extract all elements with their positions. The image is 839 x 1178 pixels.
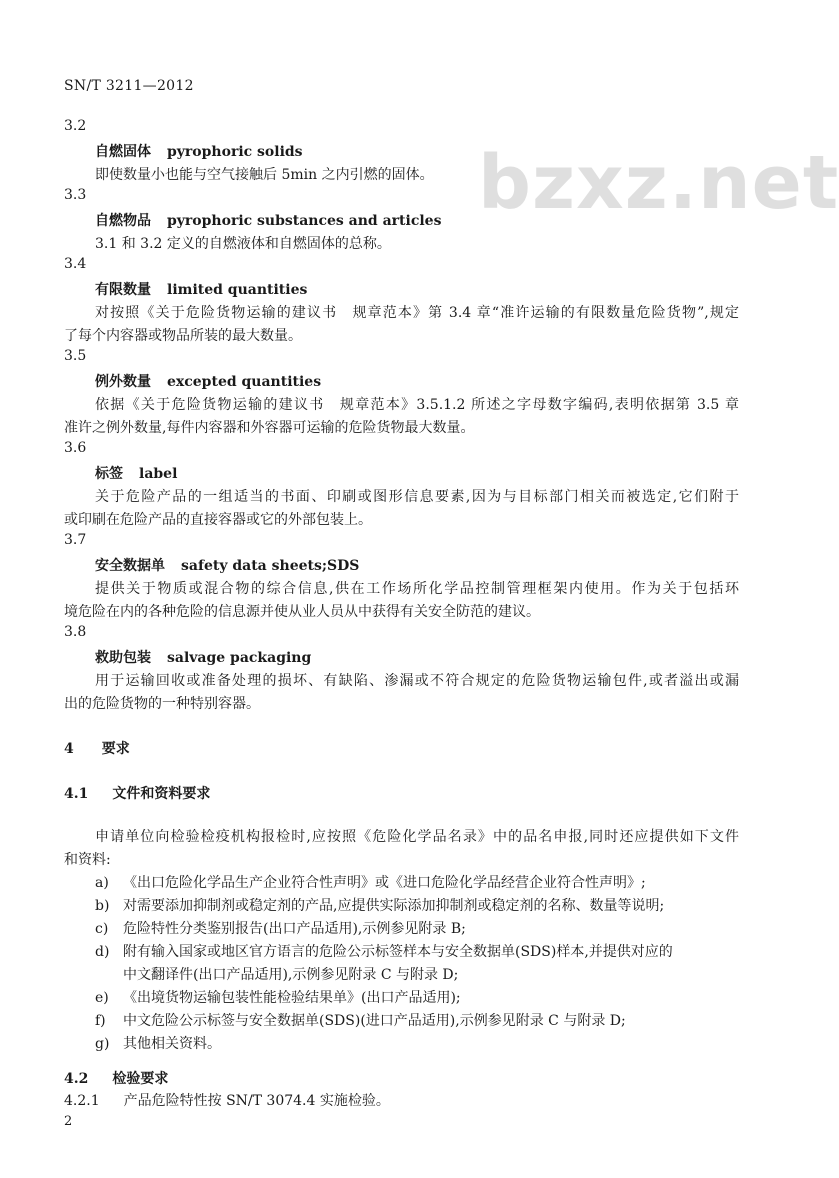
definition-line: 用于运输回收或准备处理的损坏、有缺陷、渗漏或不符合规定的危险货物运输包件,或者溢出或漏 <box>95 673 739 689</box>
clause-number: 3.5 <box>64 348 87 364</box>
definition-line: 境危险在内的各种危险的信息源并使从业人员从中获得有关安全防范的建议。 <box>64 604 540 620</box>
list-item-label: b) <box>95 898 110 914</box>
clause-number: 3.7 <box>64 532 87 548</box>
term-en: limited quantities <box>167 282 308 298</box>
section-heading <box>64 738 130 758</box>
list-item-text: 危险特性分类鉴别报告(出口产品适用),示例参见附录 B; <box>123 921 466 937</box>
watermark: bzxz.net <box>478 140 839 226</box>
term-heading <box>95 210 441 230</box>
clause-number: 3.3 <box>64 187 87 203</box>
subsection-number: 4.1 <box>64 786 89 802</box>
section-number: 4 <box>64 741 74 757</box>
list-item <box>95 1010 626 1030</box>
subsection-title: 文件和资料要求 <box>112 786 211 802</box>
clause-number: 3.8 <box>64 624 87 640</box>
list-item-label: a) <box>95 875 109 891</box>
list-item <box>95 1033 221 1053</box>
list-item-continuation: 中文翻译件(出口产品适用),示例参见附录 C 与附录 D; <box>123 967 459 983</box>
term-en: salvage packaging <box>167 650 312 666</box>
term-heading <box>95 141 303 161</box>
list-item-text: 《出境货物运输包装性能检验结果单》(出口产品适用); <box>123 990 461 1006</box>
definition-line: 对按照《关于危险货物运输的建议书 规章范本》第 3.4 章“准许运输的有限数量危险货物”,规定 <box>95 305 739 321</box>
subsection-heading <box>64 783 210 803</box>
term-heading <box>95 647 311 667</box>
subsection-heading <box>64 1068 168 1088</box>
list-item-label: g) <box>95 1036 110 1052</box>
definition-line: 依据《关于危险货物运输的建议书 规章范本》3.5.1.2 所述之字母数字编码,表明依据第 3.5 章 <box>95 397 739 413</box>
list-item <box>95 872 646 892</box>
term-en: label <box>139 466 178 482</box>
subsection-number: 4.2 <box>64 1071 89 1087</box>
term-zh: 自燃物品 <box>95 213 151 229</box>
clause-text: 产品危险特性按 SN/T 3074.4 实施检验。 <box>123 1093 390 1109</box>
clause-paragraph <box>64 1090 390 1110</box>
list-item-text: 附有输入国家或地区官方语言的危险公示标签样本与安全数据单(SDS)样本,并提供对应的 <box>123 944 673 960</box>
definition-line: 了每个内容器或物品所装的最大数量。 <box>64 328 302 344</box>
term-heading <box>95 555 359 575</box>
list-item <box>95 987 461 1007</box>
list-item-label: d) <box>95 944 110 960</box>
clause-number: 3.4 <box>64 256 87 272</box>
definition-line: 即使数量小也能与空气接触后 5min 之内引燃的固体。 <box>95 167 434 183</box>
term-en: pyrophoric substances and articles <box>167 213 442 229</box>
list-item-label: f) <box>95 1013 106 1029</box>
page-number: 2 <box>64 1114 73 1129</box>
list-item-label: e) <box>95 990 109 1006</box>
clause-number: 4.2.1 <box>64 1093 100 1109</box>
definition-line: 准许之例外数量,每件内容器和外容器可运输的危险货物最大数量。 <box>64 420 475 436</box>
list-item <box>95 895 664 915</box>
definition-line: 3.1 和 3.2 定义的自燃液体和自燃固体的总称。 <box>95 236 391 252</box>
clause-number: 3.6 <box>64 440 87 456</box>
subsection-title: 检验要求 <box>112 1071 169 1087</box>
term-zh: 例外数量 <box>95 374 151 390</box>
definition-line: 或印刷在危险产品的直接容器或它的外部包装上。 <box>64 512 372 528</box>
section-title: 要求 <box>101 741 130 757</box>
list-item-label: c) <box>95 921 109 937</box>
clause-number: 3.2 <box>64 118 87 134</box>
list-item-text: 中文危险公示标签与安全数据单(SDS)(进口产品适用),示例参见附录 C 与附录 D; <box>123 1013 626 1029</box>
list-item <box>95 941 673 961</box>
term-en: excepted quantities <box>167 374 322 390</box>
paragraph-line: 申请单位向检验检疫机构报检时,应按照《危险化学品名录》中的品名申报,同时还应提供如下文件 <box>95 829 739 845</box>
definition-line: 关于危险产品的一组适当的书面、印刷或图形信息要素,因为与目标部门相关而被选定,它们附于 <box>95 489 739 505</box>
term-en: safety data sheets;SDS <box>181 558 360 574</box>
term-heading <box>95 371 321 391</box>
term-heading <box>95 463 177 483</box>
term-heading <box>95 279 307 299</box>
definition-line: 出的危险货物的一种特别容器。 <box>64 696 260 712</box>
standard-number-header: SN/T 3211—2012 <box>64 78 194 94</box>
list-item-text: 其他相关资料。 <box>123 1036 221 1052</box>
term-zh: 有限数量 <box>95 282 151 298</box>
list-item-text: 《出口危险化学品生产企业符合性声明》或《进口危险化学品经营企业符合性声明》; <box>123 875 646 891</box>
paragraph-line: 和资料: <box>64 852 111 868</box>
term-zh: 安全数据单 <box>95 558 165 574</box>
list-item <box>95 918 466 938</box>
term-en: pyrophoric solids <box>167 144 303 160</box>
term-zh: 标签 <box>95 466 123 482</box>
definition-line: 提供关于物质或混合物的综合信息,供在工作场所化学品控制管理框架内使用。作为关于包括环 <box>95 581 739 597</box>
list-item-text: 对需要添加抑制剂或稳定剂的产品,应提供实际添加抑制剂或稳定剂的名称、数量等说明; <box>123 898 665 914</box>
term-zh: 救助包装 <box>95 650 151 666</box>
term-zh: 自燃固体 <box>95 144 151 160</box>
